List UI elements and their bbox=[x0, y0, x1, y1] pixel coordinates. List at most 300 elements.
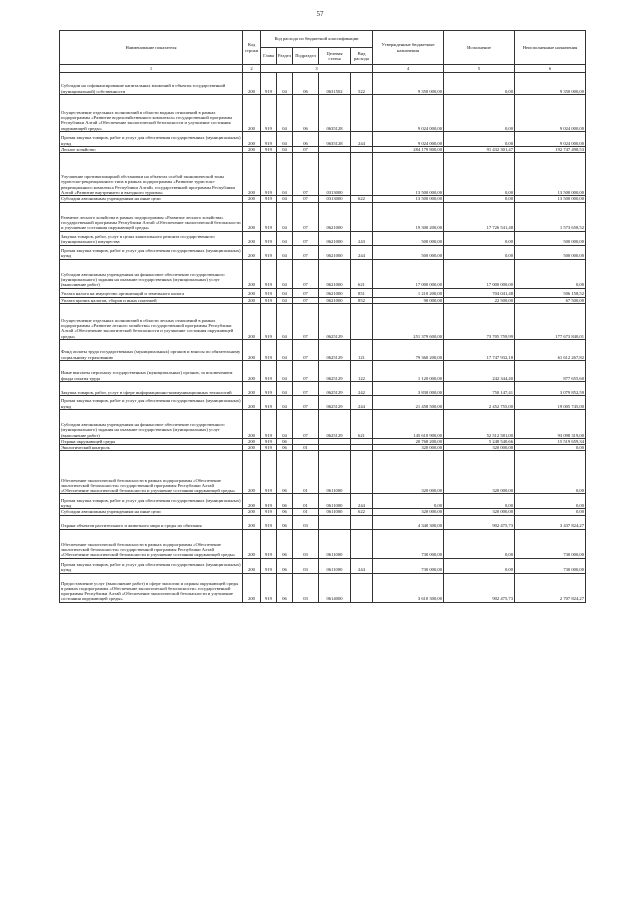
row-code: 200 bbox=[243, 132, 261, 147]
row-rz: 04 bbox=[277, 339, 293, 360]
row-name: Обеспечение экологической безопасности в рамках подпрограммы «Обеспечение экологической безопасности» государственной программы Республики Алтай «Обеспечение экологической безопасности и улучшение состояния окружающей среды» bbox=[60, 529, 243, 558]
row-pr: 07 bbox=[293, 409, 319, 438]
row-approved: 3 610 300,00 bbox=[373, 573, 444, 602]
row-executed: 0,00 bbox=[444, 529, 515, 558]
row-vr bbox=[351, 202, 373, 231]
row-cs: 0631502 bbox=[319, 73, 351, 95]
row-vr bbox=[351, 303, 373, 339]
table-row bbox=[60, 303, 586, 339]
row-rz: 04 bbox=[277, 153, 293, 196]
row-approved: 21 458 500,00 bbox=[373, 395, 444, 409]
index-3: 3 bbox=[261, 65, 373, 73]
row-unexecuted: 1 573 658,52 bbox=[515, 202, 586, 231]
row-cs bbox=[319, 515, 351, 529]
row-code: 200 bbox=[243, 147, 261, 153]
row-name: Субсидии автономным учреждениям на иные цели bbox=[60, 509, 243, 515]
row-cs: 0621000 bbox=[319, 245, 351, 259]
table-row bbox=[60, 73, 586, 95]
row-name: Экологический контроль bbox=[60, 445, 243, 451]
row-gl: 919 bbox=[261, 409, 277, 438]
row-unexecuted: 500 000,00 bbox=[515, 245, 586, 259]
row-unexecuted: 2 707 824,27 bbox=[515, 573, 586, 602]
row-name: Осуществление отдельных полномочий в области лесных отношений в рамках подпрограммы «Развитие лесного хозяйства» государственной программы Республики Алтай «Обеспечение экологической безопасности и улучшение состояния окружающей среды» bbox=[60, 303, 243, 339]
row-gl: 919 bbox=[261, 494, 277, 509]
table-row bbox=[60, 339, 586, 360]
row-cs: 0611000 bbox=[319, 529, 351, 558]
row-name: Субсидии автономным учреждениям на финансовое обеспечение государственного (муниципального) задания на оказание государственных (муниципальных) услуг (выполнение работ) bbox=[60, 409, 243, 438]
row-cs: 0621000 bbox=[319, 297, 351, 303]
row-executed: 0,00 bbox=[444, 132, 515, 147]
row-executed: 0,00 bbox=[444, 231, 515, 245]
row-vr: 622 bbox=[351, 509, 373, 515]
row-gl: 919 bbox=[261, 451, 277, 494]
table-row bbox=[60, 573, 586, 602]
row-pr: 07 bbox=[293, 196, 319, 202]
row-approved: 4 340 300,00 bbox=[373, 515, 444, 529]
row-code: 200 bbox=[243, 153, 261, 196]
row-approved: 79 360 200,00 bbox=[373, 339, 444, 360]
row-vr: 244 bbox=[351, 132, 373, 147]
header-vr: Вид расхода bbox=[351, 48, 373, 65]
row-executed: 17 000 000,00 bbox=[444, 259, 515, 288]
row-approved: 9 024 000,00 bbox=[373, 132, 444, 147]
row-rz: 04 bbox=[277, 73, 293, 95]
row-cs: 0625129 bbox=[319, 395, 351, 409]
row-executed: 5 248 540,66 bbox=[444, 438, 515, 444]
row-unexecuted: 730 000,00 bbox=[515, 529, 586, 558]
row-rz: 06 bbox=[277, 445, 293, 451]
row-approved: 19 300 200,00 bbox=[373, 202, 444, 231]
row-executed: 0,00 bbox=[444, 558, 515, 573]
row-gl: 919 bbox=[261, 288, 277, 297]
row-cs: 0625129 bbox=[319, 409, 351, 438]
row-pr: 01 bbox=[293, 445, 319, 451]
row-executed: 17 747 932,18 bbox=[444, 339, 515, 360]
row-pr: 06 bbox=[293, 95, 319, 132]
row-vr: 522 bbox=[351, 73, 373, 95]
row-gl: 919 bbox=[261, 202, 277, 231]
row-code: 200 bbox=[243, 245, 261, 259]
row-vr bbox=[351, 573, 373, 602]
row-approved: 3 830 000,00 bbox=[373, 381, 444, 395]
row-executed: 0,00 bbox=[444, 245, 515, 259]
row-code: 200 bbox=[243, 231, 261, 245]
row-code: 200 bbox=[243, 95, 261, 132]
row-vr: 622 bbox=[351, 196, 373, 202]
index-5: 5 bbox=[444, 65, 515, 73]
header-rz: Раздел bbox=[277, 48, 293, 65]
row-vr: 242 bbox=[351, 381, 373, 395]
header-pr: Подраздел bbox=[293, 48, 319, 65]
row-pr: 07 bbox=[293, 303, 319, 339]
row-gl: 919 bbox=[261, 573, 277, 602]
table-row bbox=[60, 153, 586, 196]
row-name: Субсидии автономным учреждениям на финансовое обеспечение государственного (муниципального) задания на оказание государственных (муниципальных) услуг (выполнение работ) bbox=[60, 259, 243, 288]
row-cs: 0625129 bbox=[319, 303, 351, 339]
row-name: Лесное хозяйство bbox=[60, 147, 243, 153]
row-cs: 0611000 bbox=[319, 494, 351, 509]
row-unexecuted: 93 098 319,00 bbox=[515, 409, 586, 438]
row-executed: 91 432 301,47 bbox=[444, 147, 515, 153]
row-code: 200 bbox=[243, 529, 261, 558]
row-unexecuted: 13 500 000,00 bbox=[515, 196, 586, 202]
row-name: Охрана окружающей среды bbox=[60, 438, 243, 444]
row-code: 200 bbox=[243, 451, 261, 494]
row-gl: 919 bbox=[261, 73, 277, 95]
row-gl: 919 bbox=[261, 558, 277, 573]
row-executed: 902 475,73 bbox=[444, 515, 515, 529]
row-pr: 07 bbox=[293, 153, 319, 196]
row-vr bbox=[351, 529, 373, 558]
row-vr: 121 bbox=[351, 339, 373, 360]
row-vr: 243 bbox=[351, 231, 373, 245]
row-unexecuted: 13 500 000,00 bbox=[515, 153, 586, 196]
row-executed: 73 705 759,99 bbox=[444, 303, 515, 339]
row-gl: 919 bbox=[261, 132, 277, 147]
row-pr: 07 bbox=[293, 288, 319, 297]
row-rz: 06 bbox=[277, 438, 293, 444]
row-name: Развитие лесного хозяйства в рамках подпрограммы «Развитие лесного хозяйства» государственной программы Республики Алтай «Обеспечение экологической безопасности и улучшение состояния окружающей среды» bbox=[60, 202, 243, 231]
row-executed: 0,00 bbox=[444, 494, 515, 509]
row-vr: 621 bbox=[351, 409, 373, 438]
row-code: 200 bbox=[243, 202, 261, 231]
row-cs: 0635128 bbox=[319, 95, 351, 132]
row-gl: 919 bbox=[261, 381, 277, 395]
row-executed: 0,00 bbox=[444, 196, 515, 202]
row-executed: 242 344,40 bbox=[444, 360, 515, 381]
table-row bbox=[60, 529, 586, 558]
table-row bbox=[60, 494, 586, 509]
row-executed: 0,00 bbox=[444, 95, 515, 132]
row-name: Прочая закупка товаров, работ и услуг для обеспечения государственных (муниципальных) нужд bbox=[60, 494, 243, 509]
row-pr: 07 bbox=[293, 202, 319, 231]
row-name: Уплата прочих налогов, сборов и иных платежей bbox=[60, 297, 243, 303]
row-gl: 919 bbox=[261, 245, 277, 259]
row-pr: 01 bbox=[293, 509, 319, 515]
row-executed: 902 475,73 bbox=[444, 573, 515, 602]
row-code: 200 bbox=[243, 494, 261, 509]
row-unexecuted: 67 500,00 bbox=[515, 297, 586, 303]
row-rz: 06 bbox=[277, 558, 293, 573]
row-approved: 251 379 600,00 bbox=[373, 303, 444, 339]
row-rz: 04 bbox=[277, 409, 293, 438]
row-cs: 0625129 bbox=[319, 339, 351, 360]
row-code: 200 bbox=[243, 409, 261, 438]
row-gl: 919 bbox=[261, 153, 277, 196]
header-name: Наименование показателя bbox=[60, 31, 243, 65]
header-classification: Код расхода по бюджетной классификации bbox=[261, 31, 373, 48]
row-rz: 06 bbox=[277, 451, 293, 494]
row-unexecuted: 0,00 bbox=[515, 509, 586, 515]
row-cs: 0635128 bbox=[319, 132, 351, 147]
row-unexecuted: 500 000,00 bbox=[515, 231, 586, 245]
row-code: 200 bbox=[243, 445, 261, 451]
row-pr: 07 bbox=[293, 339, 319, 360]
row-vr: 621 bbox=[351, 259, 373, 288]
row-gl: 919 bbox=[261, 445, 277, 451]
row-executed: 17 726 541,48 bbox=[444, 202, 515, 231]
row-pr: 06 bbox=[293, 73, 319, 95]
row-pr: 07 bbox=[293, 147, 319, 153]
row-rz: 04 bbox=[277, 360, 293, 381]
row-executed: 52 512 581,00 bbox=[444, 409, 515, 438]
row-rz: 06 bbox=[277, 509, 293, 515]
row-executed: 704 041,48 bbox=[444, 288, 515, 297]
row-code: 200 bbox=[243, 303, 261, 339]
row-rz: 04 bbox=[277, 95, 293, 132]
row-rz: 04 bbox=[277, 231, 293, 245]
row-pr: 03 bbox=[293, 529, 319, 558]
row-cs: 0621000 bbox=[319, 231, 351, 245]
row-unexecuted: 15 519 659,34 bbox=[515, 438, 586, 444]
table-row bbox=[60, 245, 586, 259]
row-code: 200 bbox=[243, 196, 261, 202]
row-approved: 1 210 200,00 bbox=[373, 288, 444, 297]
row-approved: 730 000,00 bbox=[373, 529, 444, 558]
row-gl: 919 bbox=[261, 395, 277, 409]
row-pr: 07 bbox=[293, 297, 319, 303]
row-unexecuted: 506 158,52 bbox=[515, 288, 586, 297]
row-vr: 852 bbox=[351, 297, 373, 303]
row-vr: 244 bbox=[351, 395, 373, 409]
row-vr: 851 bbox=[351, 288, 373, 297]
index-1: 1 bbox=[60, 65, 243, 73]
row-unexecuted: 0,00 bbox=[515, 494, 586, 509]
row-unexecuted: 3 079 852,59 bbox=[515, 381, 586, 395]
table-row bbox=[60, 288, 586, 297]
row-code: 200 bbox=[243, 395, 261, 409]
table-row bbox=[60, 259, 586, 288]
row-executed: 22 500,00 bbox=[444, 297, 515, 303]
row-approved: 284 179 800,00 bbox=[373, 147, 444, 153]
row-code: 200 bbox=[243, 381, 261, 395]
row-approved: 20 768 200,00 bbox=[373, 438, 444, 444]
row-approved: 0,00 bbox=[373, 494, 444, 509]
table-row bbox=[60, 409, 586, 438]
row-rz: 04 bbox=[277, 132, 293, 147]
row-gl: 919 bbox=[261, 438, 277, 444]
row-unexecuted: 0,00 bbox=[515, 259, 586, 288]
row-approved: 9 024 000,00 bbox=[373, 95, 444, 132]
row-cs: 0611000 bbox=[319, 558, 351, 573]
table-row bbox=[60, 451, 586, 494]
row-vr: 244 bbox=[351, 494, 373, 509]
row-executed: 0,00 bbox=[444, 73, 515, 95]
row-approved: 320 000,00 bbox=[373, 509, 444, 515]
row-gl: 919 bbox=[261, 303, 277, 339]
row-name: Охрана объектов растительного и животного мира и среды их обитания bbox=[60, 515, 243, 529]
row-name: Фонд оплаты труда государственных (муниципальных) органов и взносы по обязательному социальному страхованию bbox=[60, 339, 243, 360]
table-row bbox=[60, 558, 586, 573]
row-name: Прочая закупка товаров, работ и услуг для обеспечения государственных (муниципальных) нужд bbox=[60, 558, 243, 573]
row-name: Уплата налога на имущество организаций и земельного налога bbox=[60, 288, 243, 297]
row-rz: 04 bbox=[277, 147, 293, 153]
table-body bbox=[60, 73, 586, 603]
row-rz: 04 bbox=[277, 297, 293, 303]
row-approved: 320 000,00 bbox=[373, 445, 444, 451]
row-cs: 0611000 bbox=[319, 509, 351, 515]
row-executed: 320 000,00 bbox=[444, 451, 515, 494]
row-pr: 01 bbox=[293, 494, 319, 509]
row-name: Прочая закупка товаров, работ и услуг для обеспечения государственных (муниципальных) нужд bbox=[60, 132, 243, 147]
row-pr: 01 bbox=[293, 451, 319, 494]
row-executed: 320 000,00 bbox=[444, 445, 515, 451]
row-vr: 122 bbox=[351, 360, 373, 381]
row-unexecuted: 9 024 000,00 bbox=[515, 132, 586, 147]
row-rz: 04 bbox=[277, 202, 293, 231]
table-row bbox=[60, 231, 586, 245]
header-cs: Целевая статья bbox=[319, 48, 351, 65]
row-code: 200 bbox=[243, 509, 261, 515]
row-pr: 07 bbox=[293, 360, 319, 381]
row-rz: 04 bbox=[277, 288, 293, 297]
row-code: 200 bbox=[243, 339, 261, 360]
row-approved: 1 120 000,00 bbox=[373, 360, 444, 381]
row-pr: 03 bbox=[293, 558, 319, 573]
row-pr: 03 bbox=[293, 515, 319, 529]
row-gl: 919 bbox=[261, 509, 277, 515]
row-approved: 145 610 900,00 bbox=[373, 409, 444, 438]
row-cs: 0614000 bbox=[319, 573, 351, 602]
row-gl: 919 bbox=[261, 147, 277, 153]
row-rz: 04 bbox=[277, 303, 293, 339]
row-code: 200 bbox=[243, 573, 261, 602]
row-name: Обеспечение экологической безопасности в рамках подпрограммы «Обеспечение экологической безопасности» государственной программы Республики Алтай «Обеспечение экологической безопасности и улучшение состояния окружающей среды» bbox=[60, 451, 243, 494]
row-name: Иные выплаты персоналу государственных (муниципальных) органов, за исключением фонда оплаты труда bbox=[60, 360, 243, 381]
header-executed: Исполнение bbox=[444, 31, 515, 65]
row-name: Осуществление отдельных полномочий в области водных отношений в рамках подпрограммы «Развитие водохозяйственного комплекса» государственной программы Республики Алтай «Обеспечение экологической безопасности и улучшение состояния окружающей среды» bbox=[60, 95, 243, 132]
row-pr: 07 bbox=[293, 259, 319, 288]
row-approved: 320 000,00 bbox=[373, 451, 444, 494]
row-code: 200 bbox=[243, 297, 261, 303]
row-cs: 0621000 bbox=[319, 202, 351, 231]
row-gl: 919 bbox=[261, 196, 277, 202]
table-row bbox=[60, 381, 586, 395]
row-unexecuted: 730 000,00 bbox=[515, 558, 586, 573]
header-gl: Глава bbox=[261, 48, 277, 65]
table-row bbox=[60, 515, 586, 529]
row-approved: 500 000,00 bbox=[373, 245, 444, 259]
row-approved: 17 000 000,00 bbox=[373, 259, 444, 288]
row-code: 200 bbox=[243, 515, 261, 529]
row-gl: 919 bbox=[261, 360, 277, 381]
row-approved: 730 000,00 bbox=[373, 558, 444, 573]
row-executed: 320 000,00 bbox=[444, 509, 515, 515]
row-vr bbox=[351, 153, 373, 196]
table-row bbox=[60, 95, 586, 132]
row-rz: 04 bbox=[277, 395, 293, 409]
row-approved: 500 000,00 bbox=[373, 231, 444, 245]
row-unexecuted: 9 350 000,00 bbox=[515, 73, 586, 95]
page-number: 57 bbox=[316, 10, 324, 18]
row-name: Закупка товаров, работ, услуг в сфере информационно-коммуникационных технологий bbox=[60, 381, 243, 395]
row-cs: 0313000 bbox=[319, 196, 351, 202]
row-vr bbox=[351, 451, 373, 494]
row-executed: 0,00 bbox=[444, 153, 515, 196]
row-approved: 9 350 000,00 bbox=[373, 73, 444, 95]
budget-execution-table bbox=[59, 30, 586, 603]
row-cs: 0625129 bbox=[319, 360, 351, 381]
row-approved: 13 500 000,00 bbox=[373, 153, 444, 196]
row-name: Прочая закупка товаров, работ и услуг для обеспечения государственных (муниципальных) нужд bbox=[60, 395, 243, 409]
row-name: Закупка товаров, работ, услуг в целях капитального ремонта государственного (муниципального) имущества bbox=[60, 231, 243, 245]
table-row bbox=[60, 395, 586, 409]
row-name: Субсидии автономным учреждениям на иные цели bbox=[60, 196, 243, 202]
row-unexecuted: 19 005 745,00 bbox=[515, 395, 586, 409]
row-gl: 919 bbox=[261, 515, 277, 529]
row-rz: 04 bbox=[277, 259, 293, 288]
row-unexecuted: 9 024 000,00 bbox=[515, 95, 586, 132]
row-code: 200 bbox=[243, 558, 261, 573]
header-code: Код строки bbox=[243, 31, 261, 65]
row-cs: 0313000 bbox=[319, 153, 351, 196]
row-gl: 919 bbox=[261, 95, 277, 132]
row-gl: 919 bbox=[261, 231, 277, 245]
row-name: Улучшение противопожарной обстановки на объектах особой экономической зоны туристско-рекреационного типа в рамках подпрограммы «Развитие туристско-рекреационного комплекса Республики Алтай» государственной программы Республики Алтай «Развитие внутреннего и въездного туризма» bbox=[60, 153, 243, 196]
row-approved: 13 500 000,00 bbox=[373, 196, 444, 202]
row-pr: 07 bbox=[293, 395, 319, 409]
header-unexecuted: Неисполненные назначения bbox=[515, 31, 586, 65]
row-cs: 0611000 bbox=[319, 451, 351, 494]
row-name: Субсидии на софинансирование капитальных вложений в объекты государственной (муниципальной) собственности bbox=[60, 73, 243, 95]
row-code: 200 bbox=[243, 360, 261, 381]
row-pr: 07 bbox=[293, 381, 319, 395]
row-unexecuted: 192 747 498,53 bbox=[515, 147, 586, 153]
row-cs: 0621000 bbox=[319, 288, 351, 297]
column-index-row bbox=[60, 65, 586, 73]
row-pr: 03 bbox=[293, 573, 319, 602]
table-row bbox=[60, 360, 586, 381]
row-rz: 06 bbox=[277, 573, 293, 602]
row-unexecuted: 0,00 bbox=[515, 445, 586, 451]
row-gl: 919 bbox=[261, 529, 277, 558]
row-pr: 07 bbox=[293, 245, 319, 259]
row-rz: 06 bbox=[277, 529, 293, 558]
row-cs: 0621000 bbox=[319, 259, 351, 288]
row-executed: 2 452 755,00 bbox=[444, 395, 515, 409]
table-row bbox=[60, 202, 586, 231]
row-pr: 06 bbox=[293, 132, 319, 147]
row-gl: 919 bbox=[261, 297, 277, 303]
row-vr: 244 bbox=[351, 558, 373, 573]
row-rz: 06 bbox=[277, 515, 293, 529]
index-2: 2 bbox=[243, 65, 261, 73]
row-vr bbox=[351, 515, 373, 529]
row-unexecuted: 3 437 824,27 bbox=[515, 515, 586, 529]
row-gl: 919 bbox=[261, 259, 277, 288]
row-executed: 750 147,41 bbox=[444, 381, 515, 395]
row-vr: 244 bbox=[351, 245, 373, 259]
row-unexecuted: 177 673 840,01 bbox=[515, 303, 586, 339]
header-approved: Утвержденные бюджетные назначения bbox=[373, 31, 444, 65]
row-name: Прочая закупка товаров, работ и услуг для обеспечения государственных (муниципальных) нужд bbox=[60, 245, 243, 259]
row-name: Предоставление услуг (выполнение работ) в сфере экологии и охраны окружающей среды в рамках подпрограммы «Обеспечение экологической безопасности» государственной программы Республики Алтай «Обеспечение экологической безопасности и улучшение состояния окружающей среды» bbox=[60, 573, 243, 602]
table-row bbox=[60, 132, 586, 147]
row-unexecuted: 0,00 bbox=[515, 451, 586, 494]
row-rz: 04 bbox=[277, 196, 293, 202]
row-code: 200 bbox=[243, 73, 261, 95]
row-pr: 07 bbox=[293, 231, 319, 245]
row-code: 200 bbox=[243, 438, 261, 444]
row-rz: 04 bbox=[277, 245, 293, 259]
row-vr bbox=[351, 95, 373, 132]
row-unexecuted: 61 612 267,82 bbox=[515, 339, 586, 360]
row-rz: 06 bbox=[277, 494, 293, 509]
index-6: 6 bbox=[515, 65, 586, 73]
index-4: 4 bbox=[373, 65, 444, 73]
row-code: 200 bbox=[243, 259, 261, 288]
row-approved: 90 000,00 bbox=[373, 297, 444, 303]
